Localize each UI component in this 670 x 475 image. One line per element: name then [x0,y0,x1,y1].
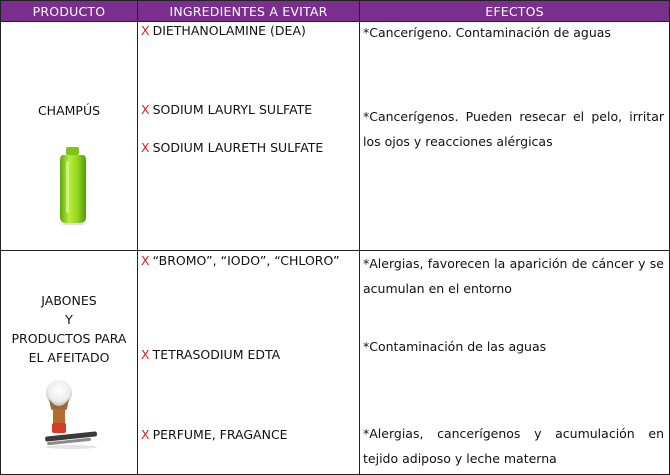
ingredient-item: X “BROMO”, “IODO”, “CHLORO” [141,253,340,268]
effect-text: *Cancerígenos. Pueden resecar el pelo, irritar los ojos y reacciones alérgicas [363,109,664,149]
header-producto: PRODUCTO [1,1,138,22]
product-name: Y [65,312,73,327]
effect-text: *Alergias, favorecen la aparición de cáncer y se acumulan en el entorno [363,256,664,296]
header-row [1,1,670,22]
x-marker: X [141,253,150,268]
table-row [1,22,670,251]
x-marker: X [141,23,150,38]
ingredient-item: X SODIUM LAURYL SULFATE [141,102,313,117]
ingredients-cell [138,22,360,251]
effect-text: *Contaminación de las aguas [363,339,547,354]
header-efectos: EFECTOS [360,1,670,22]
x-marker: X [141,102,150,117]
ingredients-cell [138,251,360,475]
effects-cell [360,251,670,475]
x-marker: X [141,347,150,362]
product-name: CHAMPÚS [37,103,101,118]
effect-text: *Cancerígeno. Contaminación de aguas [363,25,611,40]
product-name: EL AFEITADO [28,350,110,365]
ingredient-item: X TETRASODIUM EDTA [141,347,281,362]
shampoo-bottle-icon [57,147,89,225]
ingredient-item: X PERFUME, FRAGANCE [141,427,288,442]
product-cell [1,251,138,475]
effects-cell [360,22,670,251]
product-name: PRODUCTOS PARA [11,331,127,346]
effect-text: *Alergias, cancerígenos y acumulación en tejido adiposo y leche materna [363,426,664,466]
ingredient-item: X SODIUM LAURETH SULFATE [141,140,324,155]
x-marker: X [141,140,150,155]
ingredient-item: X DIETHANOLAMINE (DEA) [141,23,306,38]
table-row [1,251,670,475]
product-name: JABONES [41,293,97,308]
product-cell [1,22,138,251]
x-marker: X [141,427,150,442]
header-ingredientes: INGREDIENTES A EVITAR [138,1,360,22]
shaving-brush-icon [41,379,101,451]
